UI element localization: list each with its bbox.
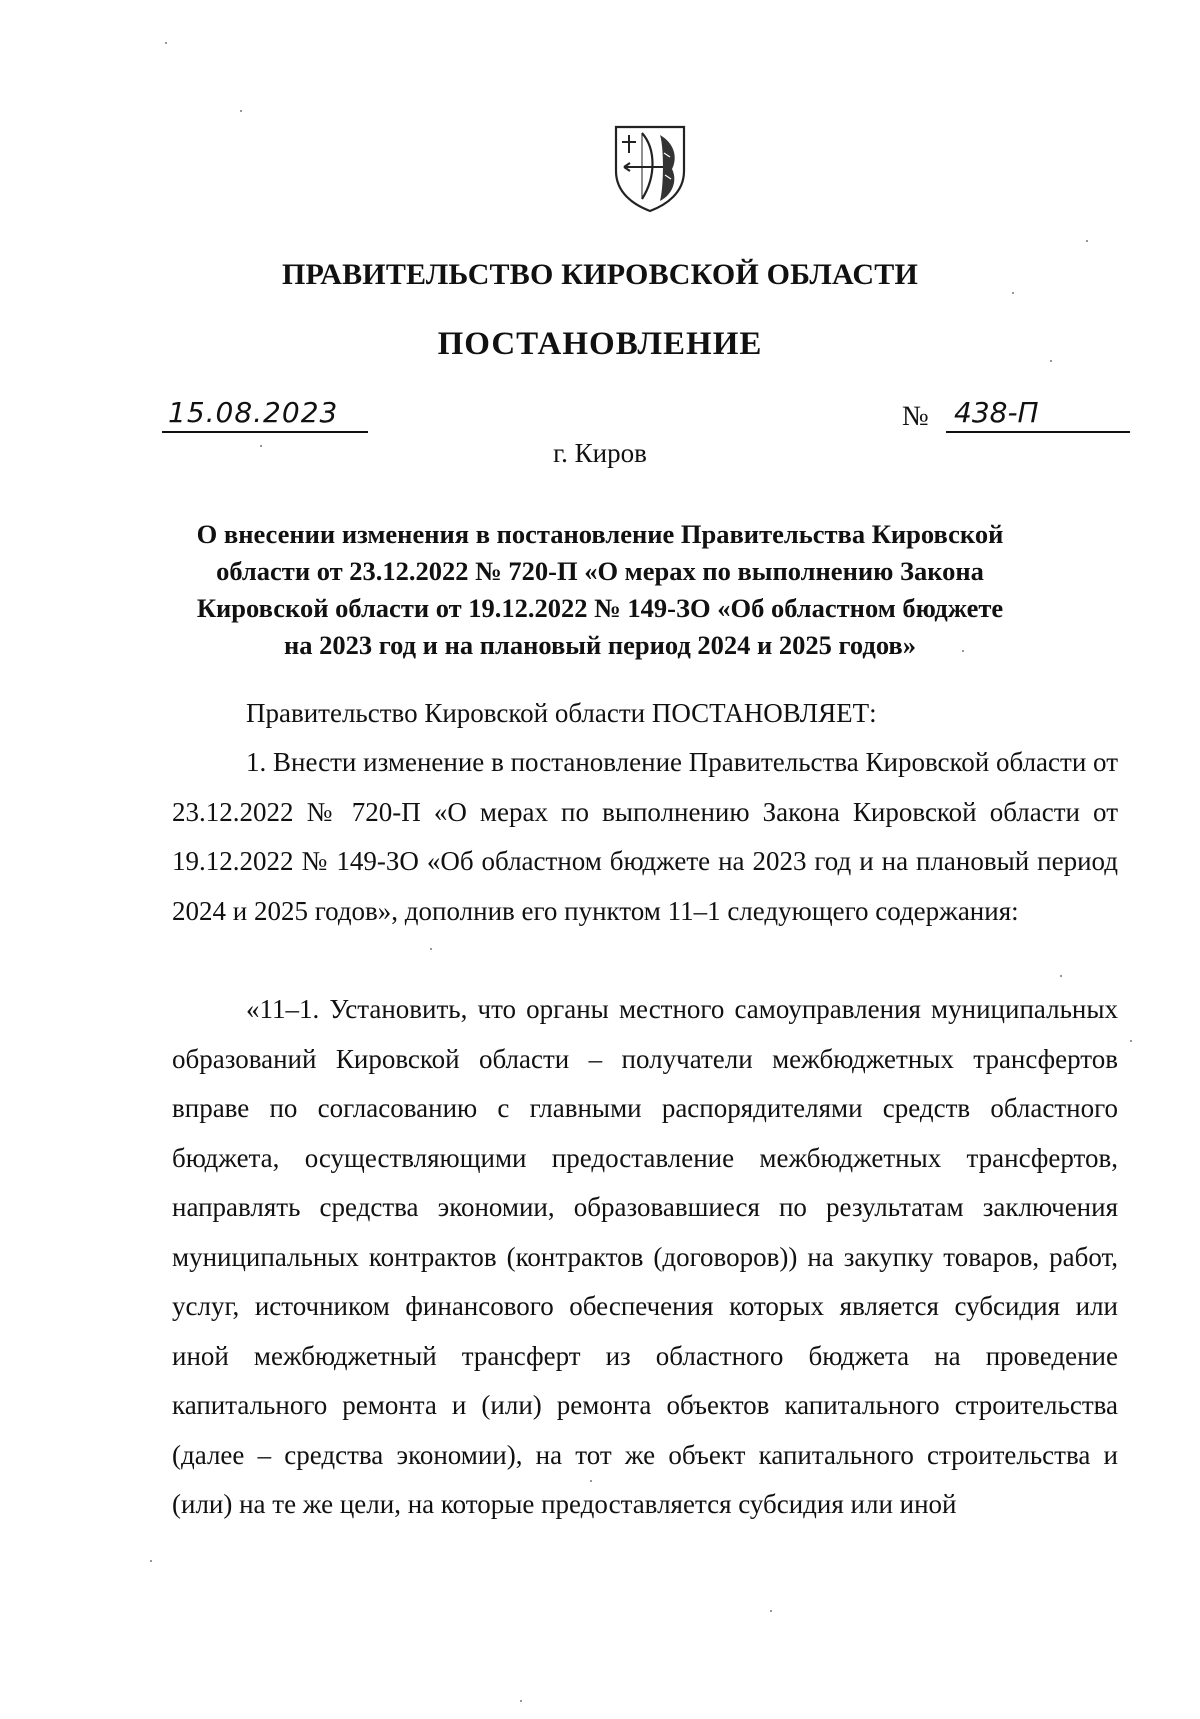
- document-number-block: [902, 395, 1122, 435]
- document-number: 438-П: [946, 395, 1130, 433]
- document-date: 15.08.2023: [162, 395, 368, 433]
- issue-city: г. Киров: [553, 438, 647, 468]
- document-subject: [170, 516, 1030, 664]
- number-sign: №: [902, 401, 929, 432]
- resolution-lead: Правительство Кировской области ПОСТАНОВЛЯЕТ:: [246, 698, 877, 728]
- subject-line: Кировской области от 19.12.2022 № 149-ЗО «Об областном бюджете: [196, 593, 1004, 623]
- issuing-authority: ПРАВИТЕЛЬСТВО КИРОВСКОЙ ОБЛАСТИ: [282, 258, 918, 291]
- subject-line: на 2023 год и на плановый период 2024 и 2025 годов»: [284, 630, 916, 660]
- paragraph-2: «11–1. Установить, что органы местного самоуправления муниципальных образований Кировской области – получатели межбюджетных трансфертов вправе по согласованию с главными распорядителями средств областного бюджета, осуществляющими предоставление межбюджетных трансфертов, направлять средства экономии, образовавшиеся по результатам заключения муниципальных контрактов (контрактов (договоров)) на закупку товаров, работ, услуг, источником финансового обеспечения которых является субсидия или иной межбюджетный трансферт из областного бюджета на проведение капитального ремонта и (или) ремонта объектов капитального строительства (далее – средства экономии), на тот же объект капитального строительства и (или) на те же цели, на которые предоставляется субсидия или иной: [172, 994, 1118, 1519]
- subject-line: О внесении изменения в постановление Правительства Кировской: [196, 519, 1004, 549]
- paragraph-1: 1. Внести изменение в постановление Правительства Кировской области от 23.12.2022 № 720-П «О мерах по выполнению Закона Кировской области от 19.12.2022 № 149-ЗО «Об областном бюджете на 2023 год и на плановый период 2024 и 2025 годов», дополнив его пунктом 11–1 следующего содержания:: [172, 747, 1118, 926]
- subject-line: области от 23.12.2022 № 720-П «О мерах по выполнению Закона: [216, 556, 984, 586]
- document-type-title: ПОСТАНОВЛЕНИЕ: [437, 326, 763, 362]
- coat-of-arms-icon: [610, 123, 690, 213]
